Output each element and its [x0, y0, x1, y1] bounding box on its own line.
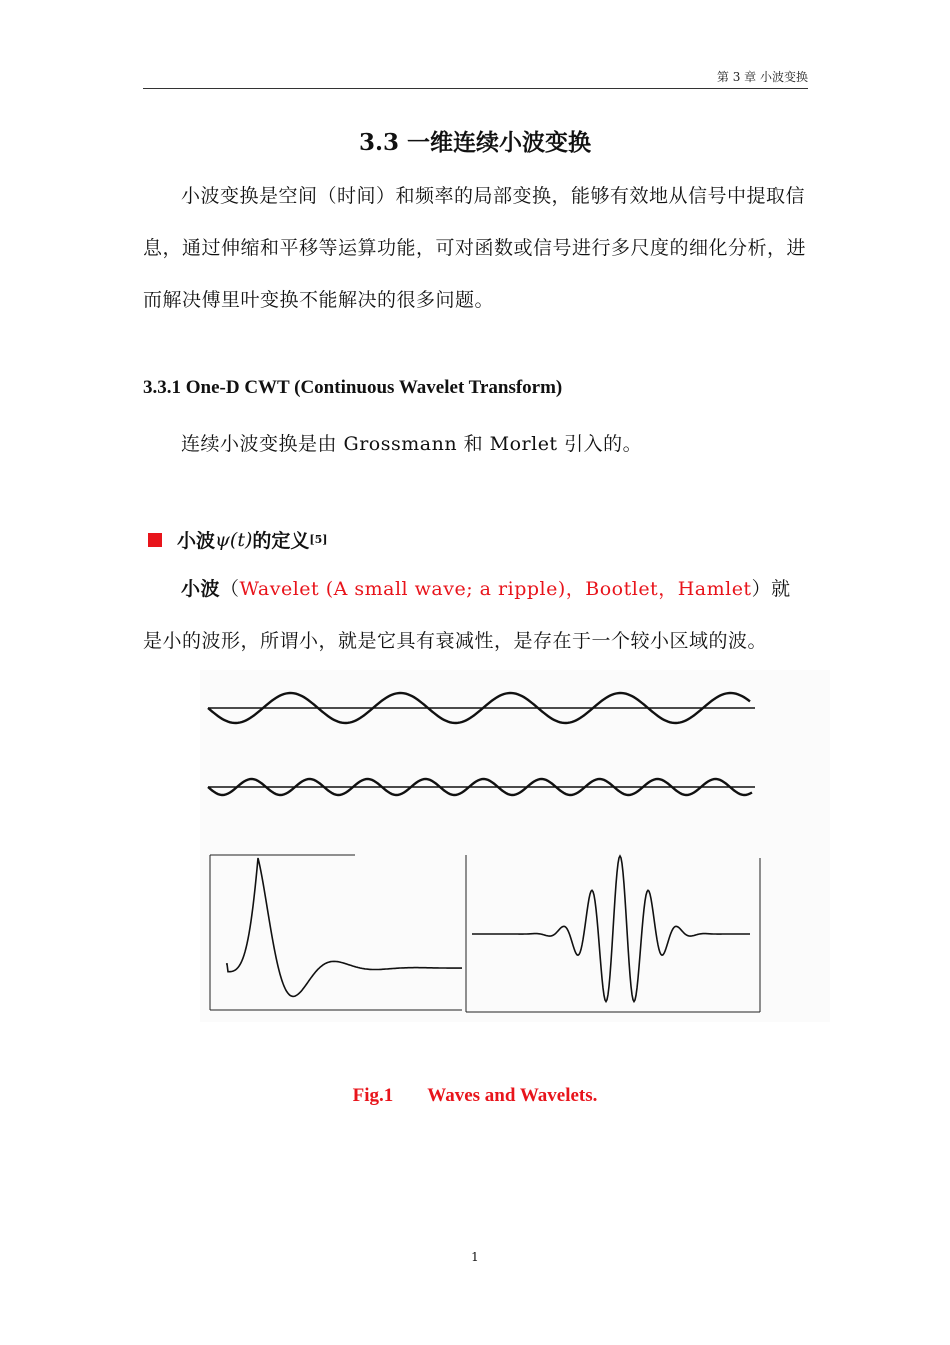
open-paren: （ [220, 578, 240, 600]
waves-and-wavelets-figure [200, 670, 830, 1022]
wavelet-term: 小波 [181, 578, 221, 600]
red-square-bullet-icon [148, 533, 162, 547]
header-rule [143, 88, 808, 89]
psi-symbol: ψ(t) [215, 528, 253, 551]
subsection-heading: 3.3.1 One-D CWT (Continuous Wavelet Transform) [143, 377, 563, 398]
wavelet-description: 就是小的波形，所谓小，就是它具有衰减性，是存在于一个较小区域的波。 [143, 578, 791, 652]
close-paren: ） [751, 578, 772, 600]
intro-paragraph: 小波变换是空间（时间）和频率的局部变换，能够有效地从信号中提取信息，通过伸缩和平移等运算功能，可对函数或信号进行多尺度的细化分析，进而解决傅里叶变换不能解决的很多问题。 [143, 185, 807, 311]
definition-heading [148, 526, 327, 553]
wavelet-english-names: Wavelet (A small wave; a ripple)，Bootlet，Hamlet [239, 578, 752, 600]
running-header: 第 3 章 小波变换 [716, 70, 808, 84]
cwt-paragraph: 连续小波变换是由 Grossmann 和 Morlet 引入的。 [181, 433, 643, 455]
figure-caption [0, 1085, 950, 1107]
definition-suffix: 的定义 [252, 530, 310, 552]
definition-prefix: 小波 [177, 530, 216, 552]
caption-text: Waves and Wavelets. [427, 1085, 598, 1106]
section-title: 3.3 一维连续小波变换 [358, 129, 592, 156]
caption-label: Fig.1 [352, 1085, 394, 1106]
wavelet-paragraph [143, 563, 808, 667]
page-number: 1 [471, 1250, 479, 1264]
reference-marker: [5] [309, 533, 328, 546]
